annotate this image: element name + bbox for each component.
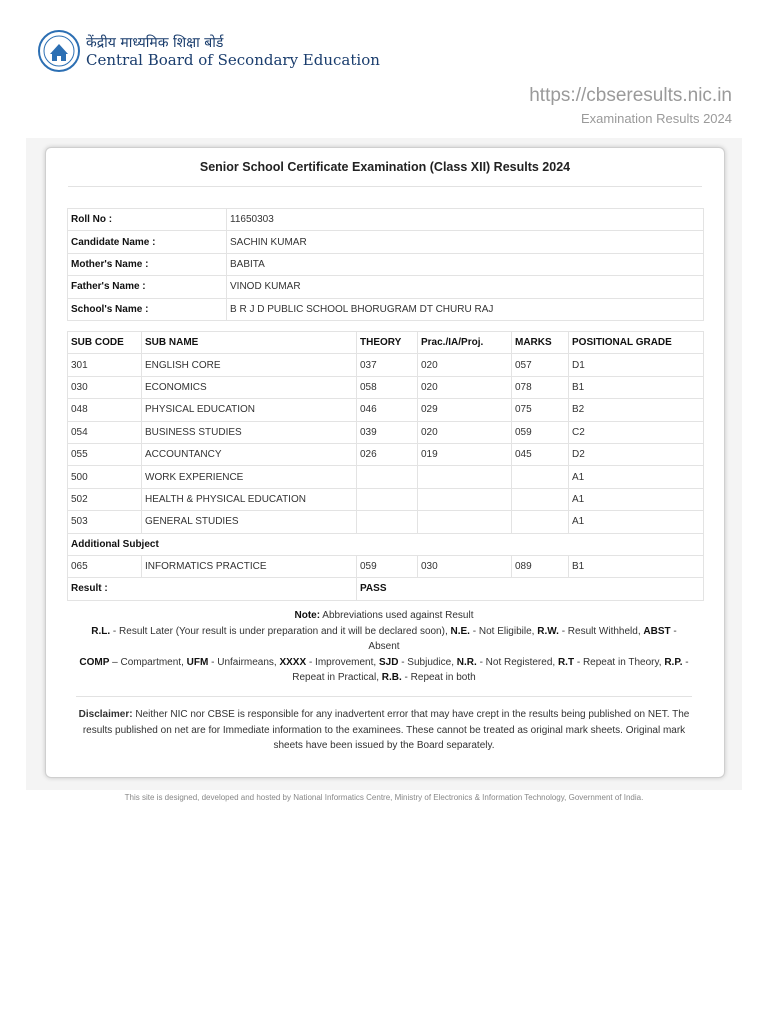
abbreviation-notes — [75, 608, 693, 686]
practical-cell: 020 — [418, 354, 512, 376]
practical-cell: 020 — [418, 421, 512, 443]
footer-text: This site is designed, developed and hosted by National Informatics Centre, Ministry of Electronics & Information Technology, Government of India. — [124, 793, 644, 802]
note-label: Note: — [294, 610, 321, 621]
result-value: PASS — [357, 578, 704, 600]
mother-name-value: BABITA — [227, 253, 704, 275]
roll-value: 11650303 — [227, 209, 704, 231]
sub-code-cell: 048 — [68, 399, 142, 421]
student-info-table — [67, 208, 704, 321]
abbr-comp-text: – Compartment, — [112, 656, 184, 668]
table-header-row — [68, 332, 704, 354]
abbr-rl-text: - Result Later (Your result is under preparation and it will be declared soon), — [112, 625, 448, 637]
marks-cell: 075 — [512, 399, 569, 421]
sub-code-cell: 503 — [68, 511, 142, 533]
brand-english: Central Board of Secondary Education — [86, 51, 380, 69]
sub-name-cell: GENERAL STUDIES — [142, 511, 357, 533]
table-row — [68, 578, 704, 600]
brand-hindi: केंद्रीय माध्यमिक शिक्षा बोर्ड — [86, 35, 224, 51]
table-row — [68, 209, 704, 231]
table-row — [68, 443, 704, 465]
abbr-xxxx: XXXX — [279, 656, 307, 668]
mother-name-label: Mother's Name : — [68, 253, 227, 275]
disclaimer-label: Disclaimer: — [78, 709, 133, 720]
abbr-ne-text: - Not Eligibile, — [472, 625, 535, 637]
abbr-rw: R.W. — [537, 625, 559, 637]
sub-name-cell: ECONOMICS — [142, 376, 357, 398]
table-row — [68, 533, 704, 555]
abbr-ufm: UFM — [186, 656, 209, 668]
school-name-label: School's Name : — [68, 298, 227, 320]
abbr-rt: R.T — [557, 656, 575, 668]
theory-cell — [357, 488, 418, 510]
marks-table — [67, 331, 704, 601]
abbr-nr-text: - Not Registered, — [479, 656, 556, 668]
abbr-ne: N.E. — [450, 625, 470, 637]
practical-cell — [418, 488, 512, 510]
grade-cell: C2 — [569, 421, 704, 443]
abbr-xxxx-text: - Improvement, — [308, 656, 377, 668]
disclaimer — [75, 707, 693, 754]
marks-cell — [512, 488, 569, 510]
theory-cell: 058 — [357, 376, 418, 398]
candidate-name-label: Candidate Name : — [68, 231, 227, 253]
divider — [76, 696, 692, 697]
table-row — [68, 555, 704, 577]
sub-code-cell: 502 — [68, 488, 142, 510]
grade-cell: B1 — [569, 376, 704, 398]
theory-cell: 059 — [357, 555, 418, 577]
table-row — [68, 298, 704, 320]
table-row — [68, 253, 704, 275]
grade-cell: D1 — [569, 354, 704, 376]
practical-cell — [418, 466, 512, 488]
table-row — [68, 231, 704, 253]
sub-code-cell: 500 — [68, 466, 142, 488]
theory-cell: 026 — [357, 443, 418, 465]
col-header-sub-code: SUB CODE — [68, 332, 142, 354]
theory-cell — [357, 511, 418, 533]
marks-cell: 045 — [512, 443, 569, 465]
table-row — [68, 511, 704, 533]
col-header-practical: Prac./IA/Proj. — [418, 332, 512, 354]
abbr-sjd: SJD — [378, 656, 399, 668]
additional-subject-label: Additional Subject — [68, 533, 704, 555]
practical-cell — [418, 511, 512, 533]
father-name-label: Father's Name : — [68, 276, 227, 298]
abbr-ufm-text: - Unfairmeans, — [211, 656, 277, 668]
table-row — [68, 466, 704, 488]
col-header-sub-name: SUB NAME — [142, 332, 357, 354]
marks-cell — [512, 511, 569, 533]
abbr-rp: R.P. — [664, 656, 683, 668]
grade-cell: B2 — [569, 399, 704, 421]
abbr-abst-text: - Absent — [368, 625, 677, 652]
cbse-logo-icon — [38, 30, 80, 72]
col-header-marks: MARKS — [512, 332, 569, 354]
theory-cell: 037 — [357, 354, 418, 376]
abbr-rw-text: - Result Withheld, — [561, 625, 641, 637]
abbr-nr: N.R. — [456, 656, 477, 668]
site-subtitle: Examination Results 2024 — [580, 111, 732, 126]
theory-cell: 046 — [357, 399, 418, 421]
table-row — [68, 421, 704, 443]
marks-cell: 089 — [512, 555, 569, 577]
school-name-value: B R J D PUBLIC SCHOOL BHORUGRAM DT CHURU RAJ — [227, 298, 704, 320]
sub-code-cell: 301 — [68, 354, 142, 376]
disclaimer-text: Neither NIC nor CBSE is responsible for any inadvertent error that may have crept in the results being published on NET. The results published on net are for Immediate information to the examinees. These cannot be treated as original mark sheets. Original mark sheets have been issued by the Board separately. — [82, 709, 690, 751]
sub-code-cell: 055 — [68, 443, 142, 465]
candidate-name-value: SACHIN KUMAR — [227, 231, 704, 253]
sub-name-cell: HEALTH & PHYSICAL EDUCATION — [142, 488, 357, 510]
col-header-theory: THEORY — [357, 332, 418, 354]
sub-name-cell: ACCOUNTANCY — [142, 443, 357, 465]
marks-cell: 057 — [512, 354, 569, 376]
abbr-comp: COMP — [79, 656, 110, 668]
table-row — [68, 354, 704, 376]
marks-cell: 059 — [512, 421, 569, 443]
abbr-rt-text: - Repeat in Theory, — [576, 656, 662, 668]
theory-cell — [357, 466, 418, 488]
card-title: Senior School Certificate Examination (Class XII) Results 2024 — [199, 160, 571, 174]
sub-code-cell: 065 — [68, 555, 142, 577]
practical-cell: 019 — [418, 443, 512, 465]
grade-cell: D2 — [569, 443, 704, 465]
sub-name-cell: ENGLISH CORE — [142, 354, 357, 376]
marks-cell — [512, 466, 569, 488]
father-name-value: VINOD KUMAR — [227, 276, 704, 298]
sub-name-cell: PHYSICAL EDUCATION — [142, 399, 357, 421]
abbr-sjd-text: - Subjudice, — [401, 656, 455, 668]
table-row — [68, 488, 704, 510]
sub-code-cell: 030 — [68, 376, 142, 398]
abbr-rb: R.B. — [381, 672, 402, 683]
table-row — [68, 399, 704, 421]
theory-cell: 039 — [357, 421, 418, 443]
abbr-abst: ABST — [643, 625, 671, 637]
grade-cell: A1 — [569, 466, 704, 488]
sub-name-cell: INFORMATICS PRACTICE — [142, 555, 357, 577]
practical-cell: 029 — [418, 399, 512, 421]
grade-cell: A1 — [569, 488, 704, 510]
col-header-grade: POSITIONAL GRADE — [569, 332, 704, 354]
divider — [68, 186, 702, 187]
table-row — [68, 276, 704, 298]
practical-cell: 030 — [418, 555, 512, 577]
note-text: Abbreviations used against Result — [322, 610, 474, 621]
site-url: https://cbseresults.nic.in — [529, 85, 732, 106]
grade-cell: B1 — [569, 555, 704, 577]
abbr-rb-text: - Repeat in both — [404, 672, 476, 683]
sub-name-cell: WORK EXPERIENCE — [142, 466, 357, 488]
practical-cell: 020 — [418, 376, 512, 398]
sub-code-cell: 054 — [68, 421, 142, 443]
abbr-rl: R.L. — [91, 625, 111, 637]
grade-cell: A1 — [569, 511, 704, 533]
roll-label: Roll No : — [68, 209, 227, 231]
table-row — [68, 376, 704, 398]
result-label: Result : — [68, 578, 357, 600]
abbr-rp-text: - Repeat in Practical, — [292, 656, 689, 683]
sub-name-cell: BUSINESS STUDIES — [142, 421, 357, 443]
marks-cell: 078 — [512, 376, 569, 398]
